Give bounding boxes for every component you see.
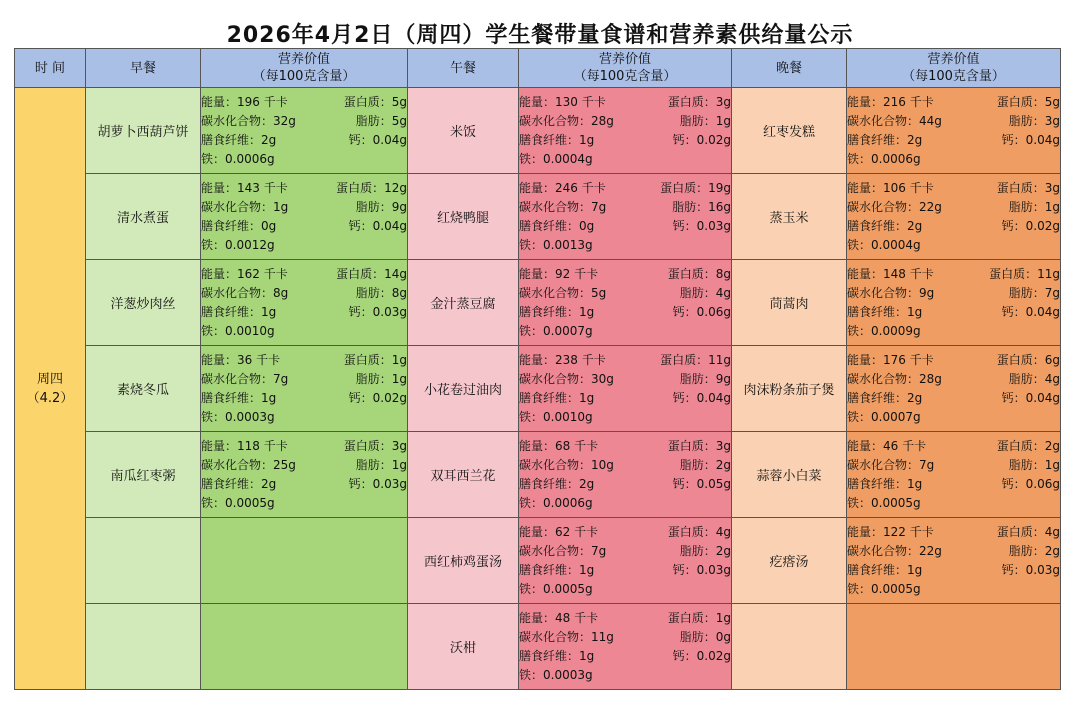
calcium-value: 钙：0.04g bbox=[348, 218, 407, 233]
lunch-nutrition bbox=[519, 88, 732, 174]
carbs-value: 碳水化合物：7g bbox=[519, 543, 607, 558]
fat-value: 脂肪：2g bbox=[679, 457, 731, 472]
header-row bbox=[15, 49, 1061, 88]
header-lunch: 午餐 bbox=[408, 49, 519, 88]
dinner-dish: 红枣发糕 bbox=[732, 88, 847, 174]
fat-value: 脂肪：3g bbox=[1008, 113, 1060, 128]
fiber-value: 膳食纤维：1g bbox=[519, 390, 595, 405]
table-row bbox=[15, 174, 1061, 260]
dinner-dish: 疙瘩汤 bbox=[732, 518, 847, 604]
energy-value: 能量：143 千卡 bbox=[201, 180, 288, 195]
fiber-value: 膳食纤维：1g bbox=[519, 304, 595, 319]
calcium-value: 钙：0.02g bbox=[1001, 218, 1060, 233]
fiber-value: 膳食纤维：0g bbox=[201, 218, 277, 233]
breakfast-nutrition bbox=[201, 432, 408, 518]
fiber-value: 膳食纤维：1g bbox=[519, 562, 595, 577]
calcium-value: 钙：0.02g bbox=[672, 132, 731, 147]
fat-value: 脂肪：2g bbox=[1008, 543, 1060, 558]
protein-value: 蛋白质：11g bbox=[989, 266, 1060, 281]
fiber-value: 膳食纤维：2g bbox=[847, 390, 923, 405]
carbs-value: 碳水化合物：11g bbox=[519, 629, 614, 644]
header-dinner: 晚餐 bbox=[732, 49, 847, 88]
carbs-value: 碳水化合物：1g bbox=[201, 199, 289, 214]
iron-value: 铁：0.0005g bbox=[519, 581, 593, 596]
breakfast-dish: 素烧冬瓜 bbox=[86, 346, 201, 432]
header-time: 时 间 bbox=[15, 49, 86, 88]
protein-value: 蛋白质：8g bbox=[667, 266, 731, 281]
carbs-value: 碳水化合物：28g bbox=[847, 371, 942, 386]
energy-value: 能量：238 千卡 bbox=[519, 352, 606, 367]
protein-value: 蛋白质：3g bbox=[667, 94, 731, 109]
protein-value: 蛋白质：6g bbox=[996, 352, 1060, 367]
energy-value: 能量：130 千卡 bbox=[519, 94, 606, 109]
dinner-nutrition bbox=[847, 260, 1061, 346]
calcium-value: 钙：0.06g bbox=[1001, 476, 1060, 491]
protein-value: 蛋白质：14g bbox=[336, 266, 407, 281]
breakfast-dish: 清水煮蛋 bbox=[86, 174, 201, 260]
iron-value: 铁：0.0007g bbox=[519, 323, 593, 338]
fat-value: 脂肪：9g bbox=[355, 199, 407, 214]
fat-value: 脂肪：5g bbox=[355, 113, 407, 128]
calcium-value: 钙：0.02g bbox=[348, 390, 407, 405]
energy-value: 能量：176 千卡 bbox=[847, 352, 934, 367]
energy-value: 能量：148 千卡 bbox=[847, 266, 934, 281]
fiber-value: 膳食纤维：1g bbox=[847, 304, 923, 319]
protein-value: 蛋白质：3g bbox=[996, 180, 1060, 195]
lunch-nutrition bbox=[519, 260, 732, 346]
breakfast-nutrition-empty bbox=[201, 604, 408, 690]
lunch-dish: 沃柑 bbox=[408, 604, 519, 690]
carbs-value: 碳水化合物：9g bbox=[847, 285, 935, 300]
day-cell bbox=[15, 88, 86, 690]
protein-value: 蛋白质：19g bbox=[660, 180, 731, 195]
iron-value: 铁：0.0010g bbox=[519, 409, 593, 424]
fat-value: 脂肪：4g bbox=[1008, 371, 1060, 386]
energy-value: 能量：36 千卡 bbox=[201, 352, 281, 367]
lunch-nutrition bbox=[519, 604, 732, 690]
protein-value: 蛋白质：2g bbox=[996, 438, 1060, 453]
fiber-value: 膳食纤维：1g bbox=[201, 390, 277, 405]
table-row bbox=[15, 260, 1061, 346]
header-lunch-nutrition bbox=[519, 49, 732, 88]
iron-value: 铁：0.0005g bbox=[847, 495, 921, 510]
carbs-value: 碳水化合物：10g bbox=[519, 457, 614, 472]
breakfast-dish: 胡萝卜西葫芦饼 bbox=[86, 88, 201, 174]
fat-value: 脂肪：1g bbox=[355, 371, 407, 386]
carbs-value: 碳水化合物：8g bbox=[201, 285, 289, 300]
fat-value: 脂肪：2g bbox=[679, 543, 731, 558]
carbs-value: 碳水化合物：22g bbox=[847, 199, 942, 214]
fiber-value: 膳食纤维：1g bbox=[519, 132, 595, 147]
protein-value: 蛋白质：1g bbox=[667, 610, 731, 625]
day-name: 周四 bbox=[36, 371, 63, 387]
lunch-dish: 红烧鸭腿 bbox=[408, 174, 519, 260]
energy-value: 能量：106 千卡 bbox=[847, 180, 934, 195]
lunch-nutrition bbox=[519, 518, 732, 604]
fiber-value: 膳食纤维：1g bbox=[201, 304, 277, 319]
energy-value: 能量：46 千卡 bbox=[847, 438, 927, 453]
fat-value: 脂肪：16g bbox=[672, 199, 731, 214]
lunch-nutrition bbox=[519, 174, 732, 260]
energy-value: 能量：92 千卡 bbox=[519, 266, 599, 281]
calcium-value: 钙：0.03g bbox=[672, 218, 731, 233]
breakfast-dish: 洋葱炒肉丝 bbox=[86, 260, 201, 346]
energy-value: 能量：216 千卡 bbox=[847, 94, 934, 109]
fat-value: 脂肪：7g bbox=[1008, 285, 1060, 300]
calcium-value: 钙：0.04g bbox=[1001, 390, 1060, 405]
table-row bbox=[15, 346, 1061, 432]
iron-value: 铁：0.0006g bbox=[847, 151, 921, 166]
dinner-dish: 蒜蓉小白菜 bbox=[732, 432, 847, 518]
lunch-nutrition bbox=[519, 346, 732, 432]
nutrition-label: 营养价值 bbox=[598, 52, 651, 67]
nutrition-unit: （每100克含量） bbox=[573, 69, 677, 84]
calcium-value: 钙：0.03g bbox=[672, 562, 731, 577]
protein-value: 蛋白质：1g bbox=[343, 352, 407, 367]
carbs-value: 碳水化合物：32g bbox=[201, 113, 296, 128]
calcium-value: 钙：0.05g bbox=[672, 476, 731, 491]
breakfast-nutrition bbox=[201, 260, 408, 346]
fiber-value: 膳食纤维：2g bbox=[201, 476, 277, 491]
energy-value: 能量：68 千卡 bbox=[519, 438, 599, 453]
breakfast-nutrition bbox=[201, 88, 408, 174]
dinner-nutrition bbox=[847, 346, 1061, 432]
dinner-dish: 肉沫粉条茄子煲 bbox=[732, 346, 847, 432]
iron-value: 铁：0.0006g bbox=[201, 151, 275, 166]
iron-value: 铁：0.0005g bbox=[847, 581, 921, 596]
nutrition-label: 营养价值 bbox=[277, 52, 330, 67]
dinner-nutrition bbox=[847, 174, 1061, 260]
protein-value: 蛋白质：4g bbox=[667, 524, 731, 539]
carbs-value: 碳水化合物：7g bbox=[519, 199, 607, 214]
iron-value: 铁：0.0007g bbox=[847, 409, 921, 424]
table-row bbox=[15, 88, 1061, 174]
fiber-value: 膳食纤维：1g bbox=[847, 476, 923, 491]
header-breakfast: 早餐 bbox=[86, 49, 201, 88]
nutrition-label: 营养价值 bbox=[927, 52, 980, 67]
energy-value: 能量：48 千卡 bbox=[519, 610, 599, 625]
breakfast-dish-empty bbox=[86, 518, 201, 604]
fiber-value: 膳食纤维：2g bbox=[201, 132, 277, 147]
carbs-value: 碳水化合物：22g bbox=[847, 543, 942, 558]
lunch-dish: 金汁蒸豆腐 bbox=[408, 260, 519, 346]
lunch-nutrition bbox=[519, 432, 732, 518]
energy-value: 能量：246 千卡 bbox=[519, 180, 606, 195]
calcium-value: 钙：0.02g bbox=[672, 648, 731, 663]
energy-value: 能量：118 千卡 bbox=[201, 438, 288, 453]
iron-value: 铁：0.0003g bbox=[201, 409, 275, 424]
dinner-nutrition bbox=[847, 518, 1061, 604]
menu-table bbox=[14, 48, 1061, 690]
calcium-value: 钙：0.04g bbox=[672, 390, 731, 405]
fiber-value: 膳食纤维：2g bbox=[847, 132, 923, 147]
protein-value: 蛋白质：5g bbox=[343, 94, 407, 109]
header-dinner-nutrition bbox=[847, 49, 1061, 88]
energy-value: 能量：62 千卡 bbox=[519, 524, 599, 539]
nutrition-unit: （每100克含量） bbox=[902, 69, 1005, 84]
lunch-dish: 小花卷过油肉 bbox=[408, 346, 519, 432]
carbs-value: 碳水化合物：7g bbox=[847, 457, 935, 472]
iron-value: 铁：0.0009g bbox=[847, 323, 921, 338]
calcium-value: 钙：0.04g bbox=[1001, 132, 1060, 147]
calcium-value: 钙：0.04g bbox=[348, 132, 407, 147]
fat-value: 脂肪：1g bbox=[1008, 199, 1060, 214]
dinner-dish: 茼蒿肉 bbox=[732, 260, 847, 346]
iron-value: 铁：0.0010g bbox=[201, 323, 275, 338]
dinner-dish: 蒸玉米 bbox=[732, 174, 847, 260]
fiber-value: 膳食纤维：1g bbox=[847, 562, 923, 577]
fiber-value: 膳食纤维：2g bbox=[847, 218, 923, 233]
lunch-dish: 双耳西兰花 bbox=[408, 432, 519, 518]
carbs-value: 碳水化合物：5g bbox=[519, 285, 607, 300]
fat-value: 脂肪：0g bbox=[679, 629, 731, 644]
page-title: 2026年4月2日（周四）学生餐带量食谱和营养素供给量公示 bbox=[226, 23, 854, 48]
fat-value: 脂肪：8g bbox=[355, 285, 407, 300]
lunch-dish: 米饭 bbox=[408, 88, 519, 174]
table-row bbox=[15, 432, 1061, 518]
dinner-nutrition bbox=[847, 432, 1061, 518]
calcium-value: 钙：0.03g bbox=[348, 304, 407, 319]
breakfast-nutrition-empty bbox=[201, 518, 408, 604]
fiber-value: 膳食纤维：0g bbox=[519, 218, 595, 233]
dinner-nutrition-empty bbox=[847, 604, 1061, 690]
carbs-value: 碳水化合物：30g bbox=[519, 371, 614, 386]
dinner-dish-empty bbox=[732, 604, 847, 690]
protein-value: 蛋白质：5g bbox=[996, 94, 1060, 109]
nutrition-unit: （每100克含量） bbox=[252, 69, 356, 84]
iron-value: 铁：0.0006g bbox=[519, 495, 593, 510]
energy-value: 能量：196 千卡 bbox=[201, 94, 288, 109]
iron-value: 铁：0.0012g bbox=[201, 237, 275, 252]
calcium-value: 钙：0.04g bbox=[1001, 304, 1060, 319]
calcium-value: 钙：0.06g bbox=[672, 304, 731, 319]
carbs-value: 碳水化合物：7g bbox=[201, 371, 289, 386]
carbs-value: 碳水化合物：25g bbox=[201, 457, 296, 472]
day-date: （4.2） bbox=[26, 390, 74, 406]
protein-value: 蛋白质：11g bbox=[660, 352, 731, 367]
dinner-nutrition bbox=[847, 88, 1061, 174]
protein-value: 蛋白质：3g bbox=[343, 438, 407, 453]
fat-value: 脂肪：1g bbox=[1008, 457, 1060, 472]
fat-value: 脂肪：1g bbox=[355, 457, 407, 472]
table-row bbox=[15, 518, 1061, 604]
protein-value: 蛋白质：4g bbox=[996, 524, 1060, 539]
iron-value: 铁：0.0013g bbox=[519, 237, 593, 252]
energy-value: 能量：162 千卡 bbox=[201, 266, 288, 281]
protein-value: 蛋白质：3g bbox=[667, 438, 731, 453]
carbs-value: 碳水化合物：28g bbox=[519, 113, 614, 128]
fat-value: 脂肪：1g bbox=[679, 113, 731, 128]
iron-value: 铁：0.0004g bbox=[519, 151, 593, 166]
energy-value: 能量：122 千卡 bbox=[847, 524, 934, 539]
breakfast-nutrition bbox=[201, 346, 408, 432]
fiber-value: 膳食纤维：1g bbox=[519, 648, 595, 663]
breakfast-dish: 南瓜红枣粥 bbox=[86, 432, 201, 518]
calcium-value: 钙：0.03g bbox=[348, 476, 407, 491]
fat-value: 脂肪：9g bbox=[679, 371, 731, 386]
iron-value: 铁：0.0004g bbox=[847, 237, 921, 252]
fat-value: 脂肪：4g bbox=[679, 285, 731, 300]
breakfast-dish-empty bbox=[86, 604, 201, 690]
iron-value: 铁：0.0005g bbox=[201, 495, 275, 510]
fiber-value: 膳食纤维：2g bbox=[519, 476, 595, 491]
protein-value: 蛋白质：12g bbox=[336, 180, 407, 195]
table-row bbox=[15, 604, 1061, 690]
breakfast-nutrition bbox=[201, 174, 408, 260]
lunch-dish: 西红柿鸡蛋汤 bbox=[408, 518, 519, 604]
iron-value: 铁：0.0003g bbox=[519, 667, 593, 682]
calcium-value: 钙：0.03g bbox=[1001, 562, 1060, 577]
header-breakfast-nutrition bbox=[201, 49, 408, 88]
carbs-value: 碳水化合物：44g bbox=[847, 113, 942, 128]
